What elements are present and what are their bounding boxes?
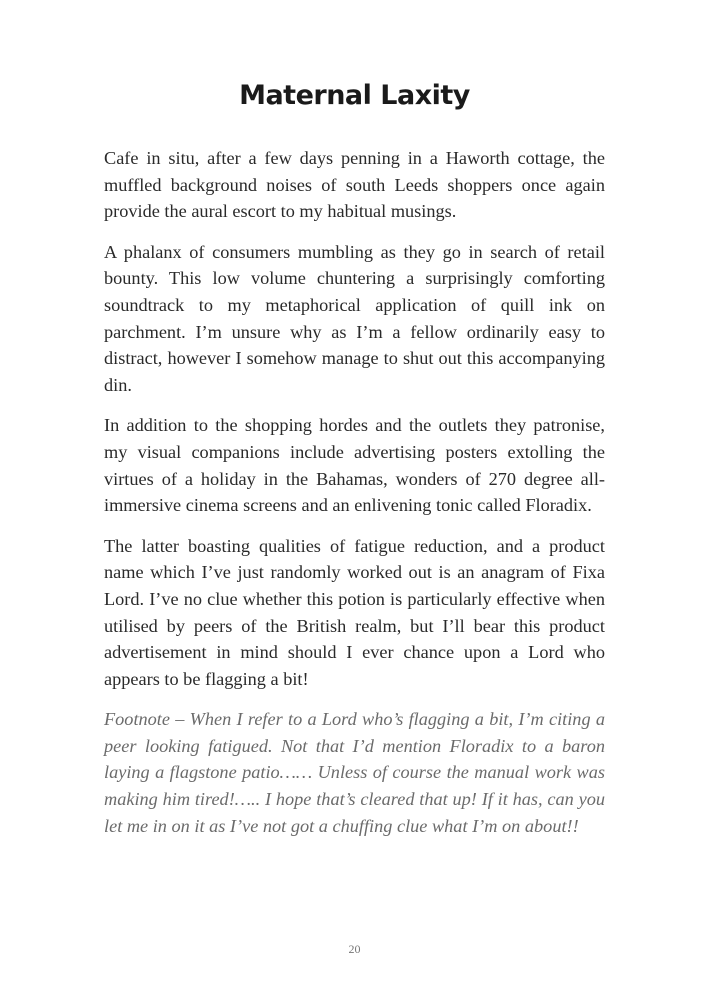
paragraph-4: The latter boasting qualities of fatigue reduction, and a product name which I’ve just randomly worked out is an anagram of Fixa Lord. I’ve no clue whether this potion is particularly effective when utilised by peers of the British realm, but I’ll bear this product advertisement in mind should I ever chance upon a Lord who appears to be flagging a bit! [104, 535, 605, 689]
body-text [104, 145, 605, 839]
page-title: Maternal Laxity [239, 80, 470, 111]
page-number: 20 [348, 942, 361, 956]
footnote: Footnote – When I refer to a Lord who’s flagging a bit, I’m citing a peer looking fatigued. Not that I’d mention Floradix to a baron laying a flagstone patio…… Unless of course the manual work was making him tired!….. I hope that’s cleared that up! If it has, can you let me in on it as I’ve not got a chuffing clue what I’m on about!! [104, 709, 605, 836]
paragraph-1: Cafe in situ, after a few days penning in a Haworth cottage, the muffled background noises of south Leeds shoppers once again provide the aural escort to my habitual musings. [104, 148, 605, 222]
paragraph-2: A phalanx of consumers mumbling as they go in search of retail bounty. This low volume chuntering a surprisingly comforting soundtrack to my metaphorical application of quill ink on parchment. I’m unsure why as I’m a fellow ordinarily easy to distract, however I somehow manage to shut out this accompanying din. [104, 241, 605, 395]
paragraph-3: In addition to the shopping hordes and the outlets they patronise, my visual companions include advertising posters extolling the virtues of a holiday in the Bahamas, wonders of 270 degree all-immersive cinema screens and an enlivening tonic called Floradix. [104, 415, 605, 516]
